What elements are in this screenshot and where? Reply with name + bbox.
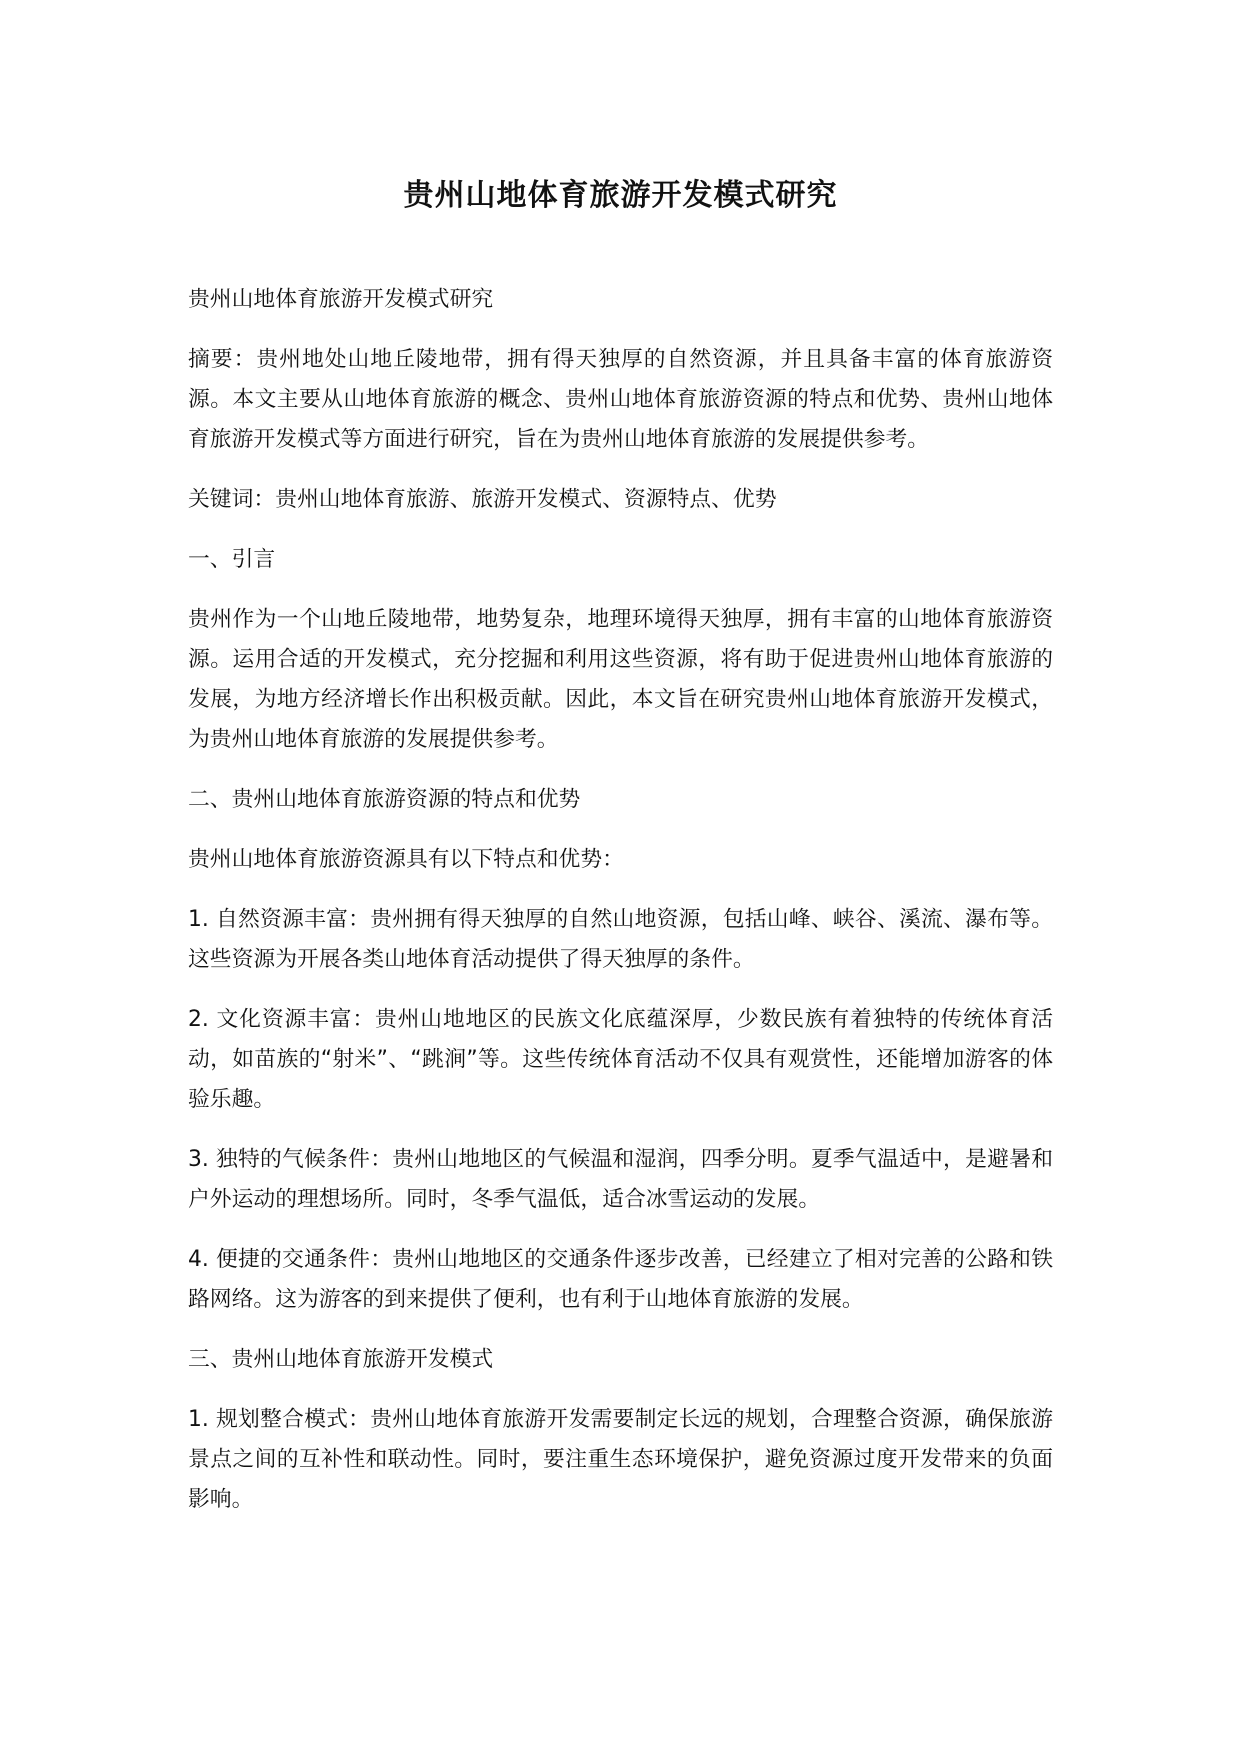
subtitle-paragraph: 贵州山地体育旅游开发模式研究	[188, 287, 494, 312]
section-heading-introduction: 一、引言	[188, 547, 276, 572]
document-body	[188, 280, 1053, 1540]
section-heading-models: 三、贵州山地体育旅游开发模式	[188, 1347, 494, 1372]
feature-item-culture: 2. 文化资源丰富：贵州山地地区的民族文化底蕴深厚，少数民族有着独特的传统体育活动，如苗族的“射米”、“跳涧”等。这些传统体育活动不仅具有观赏性，还能增加游客的体验乐趣。	[188, 1007, 1053, 1112]
document-title: 贵州山地体育旅游开发模式研究	[403, 178, 838, 213]
feature-item-natural: 1. 自然资源丰富：贵州拥有得天独厚的自然山地资源，包括山峰、峡谷、溪流、瀑布等。这些资源为开展各类山地体育活动提供了得天独厚的条件。	[188, 907, 1053, 972]
model-item-planning: 1. 规划整合模式：贵州山地体育旅游开发需要制定长远的规划，合理整合资源，确保旅游景点之间的互补性和联动性。同时，要注重生态环境保护，避免资源过度开发带来的负面影响。	[188, 1407, 1053, 1512]
abstract-paragraph: 摘要：贵州地处山地丘陵地带，拥有得天独厚的自然资源，并且具备丰富的体育旅游资源。本文主要从山地体育旅游的概念、贵州山地体育旅游资源的特点和优势、贵州山地体育旅游开发模式等方面进行研究，旨在为贵州山地体育旅游的发展提供参考。	[188, 347, 1053, 452]
feature-item-transport: 4. 便捷的交通条件：贵州山地地区的交通条件逐步改善，已经建立了相对完善的公路和铁路网络。这为游客的到来提供了便利，也有利于山地体育旅游的发展。	[188, 1247, 1053, 1312]
feature-item-climate: 3. 独特的气候条件：贵州山地地区的气候温和湿润，四季分明。夏季气温适中，是避暑和户外运动的理想场所。同时，冬季气温低，适合冰雪运动的发展。	[188, 1147, 1053, 1212]
keywords-paragraph: 关键词：贵州山地体育旅游、旅游开发模式、资源特点、优势	[188, 487, 777, 512]
features-intro-paragraph: 贵州山地体育旅游资源具有以下特点和优势：	[188, 847, 624, 872]
introduction-paragraph: 贵州作为一个山地丘陵地带，地势复杂，地理环境得天独厚，拥有丰富的山地体育旅游资源。运用合适的开发模式，充分挖掘和利用这些资源，将有助于促进贵州山地体育旅游的发展，为地方经济增长作出积极贡献。因此，本文旨在研究贵州山地体育旅游开发模式，为贵州山地体育旅游的发展提供参考。	[188, 607, 1053, 752]
section-heading-features: 二、贵州山地体育旅游资源的特点和优势	[188, 787, 581, 812]
